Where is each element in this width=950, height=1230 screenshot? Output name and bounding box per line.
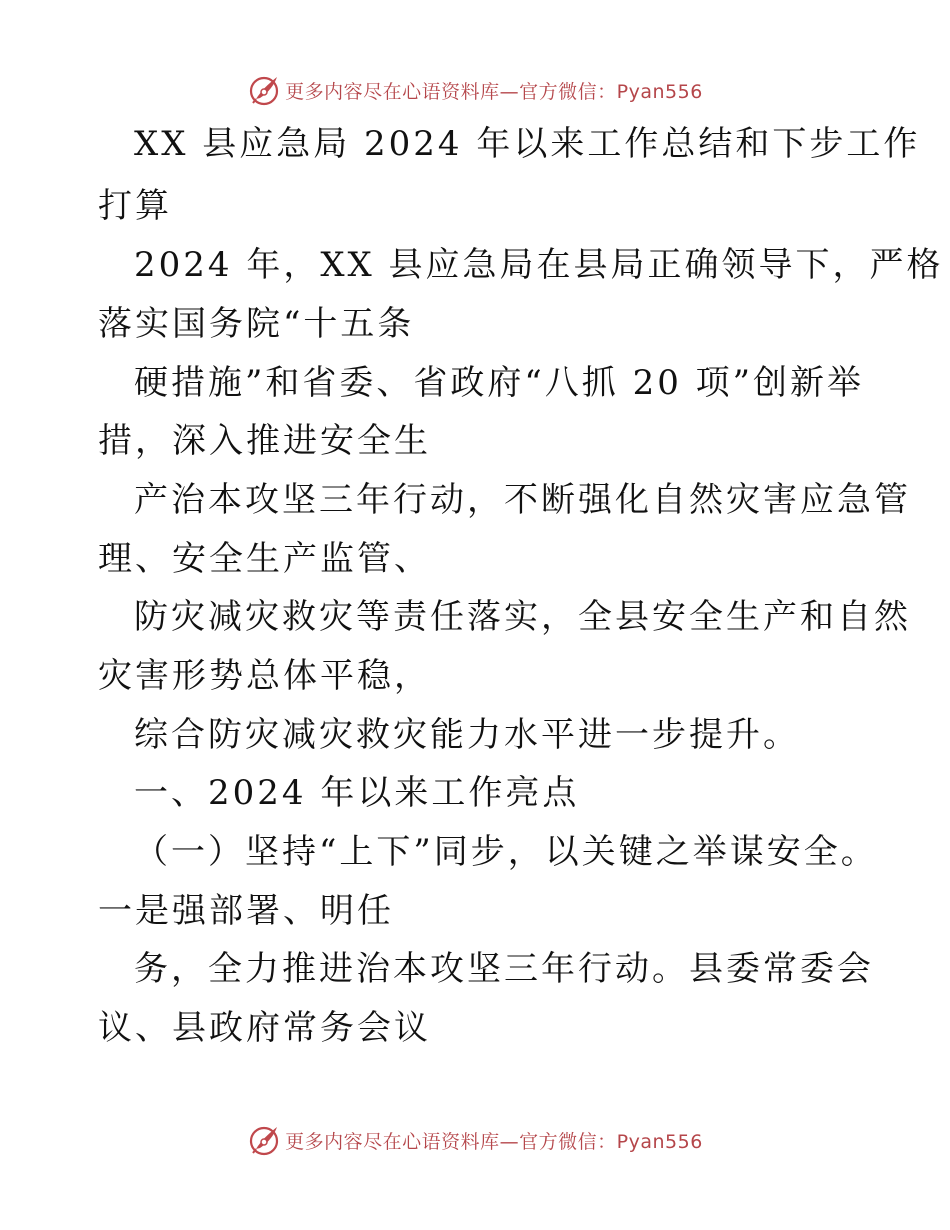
doc-line: 综合防灾减灾救灾能力水平进一步提升。 (134, 715, 800, 755)
watermark-text: 更多内容尽在心语资料库—官方微信：Pyan556 (285, 80, 703, 103)
doc-line: 一是强部署、明任 (98, 891, 394, 931)
doc-line: 灾害形势总体平稳， (98, 656, 431, 696)
doc-line: 硬措施”和省委、省政府“八抓 20 项”创新举 (134, 363, 865, 403)
watermark-text: 更多内容尽在心语资料库—官方微信：Pyan556 (285, 1130, 703, 1153)
doc-line: 2024 年，XX 县应急局在县局正确领导下，严格 (134, 245, 944, 285)
footer-watermark (0, 1120, 950, 1160)
doc-line: 理、安全生产监管、 (98, 539, 431, 579)
doc-line: 产治本攻坚三年行动，不断强化自然灾害应急管 (134, 480, 911, 520)
doc-line: 落实国务院“十五条 (98, 304, 415, 344)
doc-line: 防灾减灾救灾等责任落实，全县安全生产和自然 (134, 597, 911, 637)
quill-pen-logo-icon (247, 1123, 281, 1157)
doc-line: 措，深入推进安全生 (98, 421, 431, 461)
doc-line: 务，全力推进治本攻坚三年行动。县委常委会 (134, 949, 874, 989)
subsection-heading: （一）坚持“上下”同步，以关键之举谋安全。 (134, 832, 878, 872)
section-heading: 一、2024 年以来工作亮点 (134, 773, 580, 813)
doc-line: XX 县应急局 2024 年以来工作总结和下步工作 (134, 124, 921, 164)
doc-line: 打算 (98, 186, 172, 226)
doc-line: 议、县政府常务会议 (98, 1008, 431, 1048)
